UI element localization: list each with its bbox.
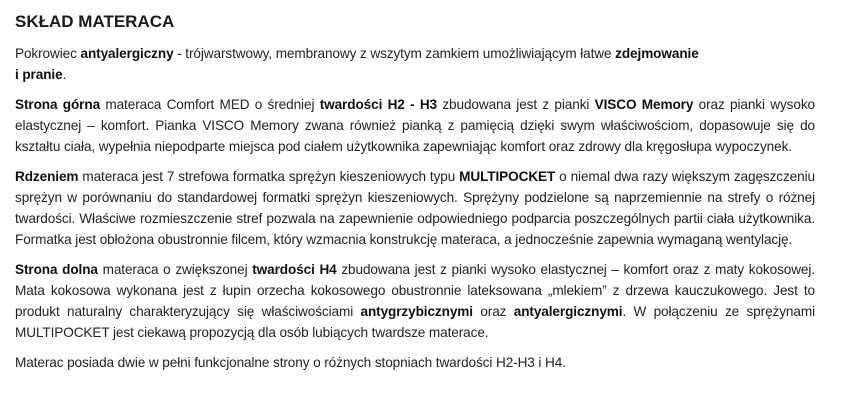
bold-text: Strona górna [15, 97, 101, 112]
bold-text: Rdzeniem [15, 169, 79, 184]
bold-text: twardości H4 [252, 262, 337, 277]
text: Pokrowiec [15, 46, 81, 61]
text: materaca jest 7 strefowa formatka sprężyn kieszeniowych typu [78, 169, 460, 184]
text: o niemal dwa razy większym zagęszczeniu sprężyn w porównaniu do standardowej formatki sprężyn kieszeniowych. Sprężyny podzielone są naprzemiennie na strefy o różnej twardości. Właściwe rozmieszczenie stref pozwala na zapewnienie odpowiedniego podparcia poszczególnych partii ciała użytkownika. Formatka jest obłożona obustronnie filcem, który wzmacnia konstrukcję materaca, a jednocześnie zapewnia wymaganą wentylację. [15, 169, 815, 247]
paragraph-cover [15, 43, 815, 85]
text: zbudowana jest z pianki [437, 97, 595, 112]
text: oraz pianki wysoko elastycznej – komfort. Pianka VISCO Memory zwana również pianką z pamięcią dzięki swym właściwościom, dopasowuje się do kształtu ciała, wypełnia niepodparte miejsca pod ciałem użytkownika zapewniając komfort oraz zdrowy dla kręgosłupa wypoczynek. [15, 97, 815, 154]
text: - trójwarstwowy, membranowy z wszytym zamkiem umożliwiającym łatwe [173, 46, 616, 61]
bold-text: MULTIPOCKET [459, 169, 556, 184]
text: . W połączeniu ze sprężynami MULTIPOCKET jest ciekawą propozycją dla osób lubiących twardsze materace. [15, 304, 815, 340]
bold-text: antyalergiczny [80, 46, 174, 61]
bold-text: antygrzybicznymi [360, 304, 473, 319]
bold-text: Strona dolna [15, 262, 98, 277]
bold-text: twardości H2 - H3 [319, 97, 438, 112]
bold-text: i pranie [15, 67, 63, 82]
paragraph-core [15, 166, 815, 250]
paragraph-top-side [15, 94, 815, 157]
text: oraz [472, 304, 514, 319]
text: materaca Comfort MED o średniej [100, 97, 320, 112]
text: zbudowana jest z pianki wysoko elastycznej – komfort oraz z maty kokosowej. Mata kokosowa wykonana jest z łupin orzecha kokosowego obustronnie lateksowana „mlekiem” z drzewa kauczukowego. Jest to produkt naturalny charakteryzujący się właściwościami [15, 262, 815, 319]
bold-text: zdejmowanie [615, 46, 699, 61]
text: . [62, 67, 67, 82]
bold-text: VISCO Memory [594, 97, 694, 112]
paragraph-summary: Materac posiada dwie w pełni funkcjonalne strony o różnych stopniach twardości H2-H3 i H4. [15, 355, 566, 370]
text: materaca o zwiększonej [97, 262, 253, 277]
bold-text: antyalergicznymi [513, 304, 623, 319]
section-title: SKŁAD MATERACA [15, 12, 175, 31]
paragraph-bottom-side [15, 259, 815, 343]
